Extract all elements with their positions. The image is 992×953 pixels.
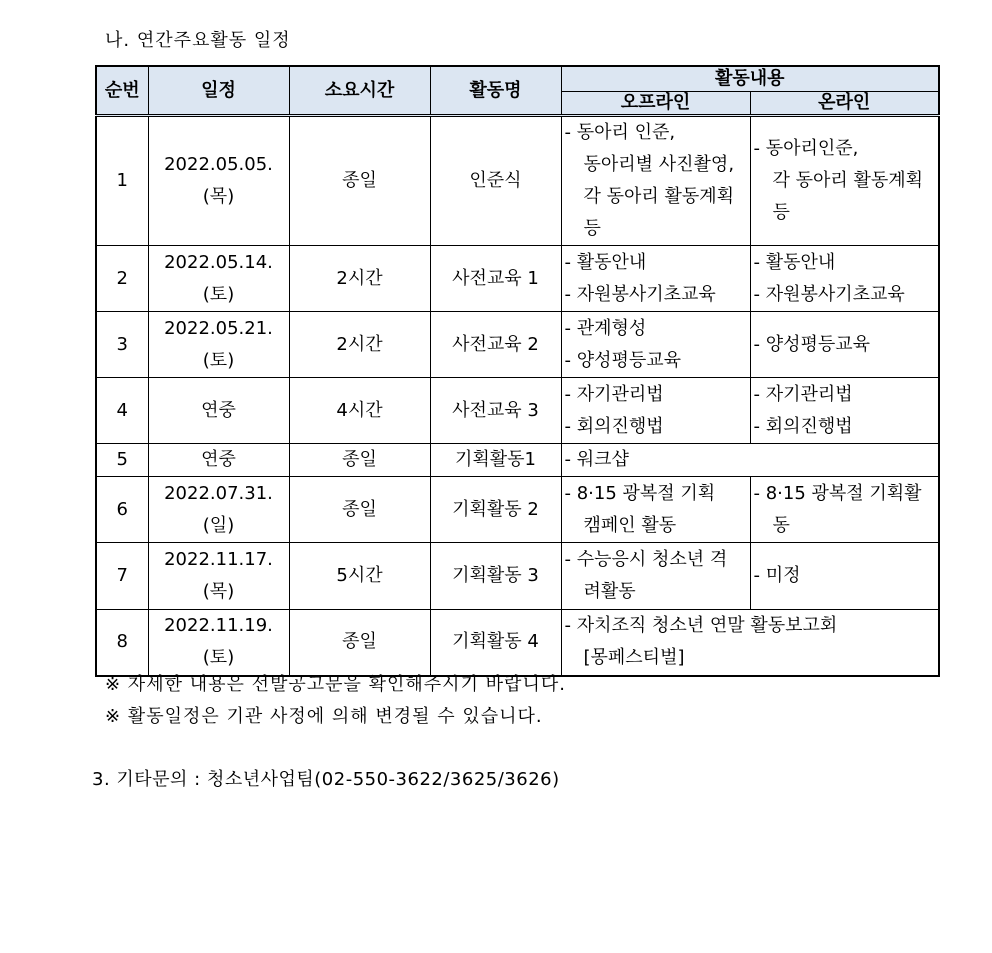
header-online: 온라인 [750, 92, 939, 116]
header-row [96, 66, 939, 92]
content-line: - 활동안내 [564, 251, 647, 273]
row-no: 4 [96, 378, 148, 444]
row-duration: 4시간 [289, 378, 430, 444]
row-online [750, 246, 939, 312]
row-online [750, 477, 939, 543]
row-no: 8 [96, 610, 148, 676]
contact-info: 3. 기타문의 : 청소년사업팀(02-550-3622/3625/3626) [92, 769, 560, 790]
table-row [96, 378, 939, 444]
row-online [750, 116, 939, 246]
content-line: - 관계형성 [564, 317, 647, 339]
row-name: 사전교육 3 [430, 378, 561, 444]
content-line: - 자원봉사기초교육 [564, 283, 716, 305]
content-line: - 미정 [753, 565, 801, 586]
row-date: 2022.05.14.(토) [148, 246, 289, 312]
content-line: - 8·15 광복절 기획 [564, 482, 716, 504]
content-line: 각 동아리 활동계획 [583, 186, 735, 207]
content-line: 동아리별 사진촬영, [583, 154, 735, 175]
table-row [96, 477, 939, 543]
row-offline [561, 378, 750, 444]
row-date: 2022.11.17.(목) [148, 543, 289, 610]
row-duration: 종일 [289, 444, 430, 477]
content-line: - 자기관리법 [753, 383, 853, 405]
row-content-merged [561, 610, 939, 676]
row-offline [561, 246, 750, 312]
row-name: 기획활동 2 [430, 477, 561, 543]
row-date: 2022.07.31.(일) [148, 477, 289, 543]
row-no: 1 [96, 116, 148, 246]
section-title: 나. 연간주요활동 일정 [105, 30, 291, 51]
row-date: 연중 [148, 444, 289, 477]
content-line: - 회의진행법 [564, 415, 664, 437]
row-no: 7 [96, 543, 148, 610]
note-line: ※ 활동일정은 기관 사정에 의해 변경될 수 있습니다. [105, 706, 543, 727]
content-line: - 양성평등교육 [564, 349, 682, 371]
row-offline [561, 543, 750, 610]
content-line: - 8·15 광복절 기획활 [753, 482, 922, 504]
header-offline: 오프라인 [561, 92, 750, 116]
row-duration: 5시간 [289, 543, 430, 610]
row-offline [561, 312, 750, 378]
row-no: 2 [96, 246, 148, 312]
row-name: 기획활동1 [430, 444, 561, 477]
row-name: 사전교육 1 [430, 246, 561, 312]
content-line: - 활동안내 [753, 251, 836, 273]
content-line: 동 [772, 514, 790, 536]
content-line: - 자치조직 청소년 연말 활동보고회 [564, 615, 838, 637]
content-line: 캠페인 활동 [583, 514, 677, 536]
header-date: 일정 [148, 66, 289, 116]
table-row [96, 444, 939, 477]
table-row [96, 312, 939, 378]
row-duration: 종일 [289, 610, 430, 676]
row-date: 2022.05.21.(토) [148, 312, 289, 378]
table-row [96, 610, 939, 676]
table-row [96, 246, 939, 312]
row-no: 5 [96, 444, 148, 477]
content-line: - 수능응시 청소년 격 [564, 549, 728, 570]
row-date: 연중 [148, 378, 289, 444]
row-duration: 종일 [289, 477, 430, 543]
row-no: 3 [96, 312, 148, 378]
row-offline [561, 477, 750, 543]
header-no: 순번 [96, 66, 148, 116]
content-line: - 동아리인준, [753, 138, 859, 159]
row-name: 사전교육 2 [430, 312, 561, 378]
row-duration: 종일 [289, 116, 430, 246]
row-date: 2022.05.05.(목) [148, 116, 289, 246]
content-line: - 동아리 인준, [564, 122, 676, 143]
header-name: 활동명 [430, 66, 561, 116]
row-name: 인준식 [430, 116, 561, 246]
row-duration: 2시간 [289, 312, 430, 378]
row-name: 기획활동 4 [430, 610, 561, 676]
note-line: ※ 자세한 내용은 선발공고문을 확인해주시기 바랍니다. [105, 674, 566, 695]
row-offline [561, 116, 750, 246]
row-date: 2022.11.19.(토) [148, 610, 289, 676]
row-content-merged [561, 444, 939, 477]
content-line: - 자기관리법 [564, 383, 664, 405]
content-line: - 회의진행법 [753, 415, 853, 437]
content-line: [몽페스티벌] [583, 647, 685, 669]
row-online [750, 543, 939, 610]
content-line: - 워크샵 [564, 449, 629, 470]
content-line: 등 [772, 202, 790, 223]
content-line: - 자원봉사기초교육 [753, 283, 905, 305]
content-line: 등 [583, 218, 601, 239]
header-duration: 소요시간 [289, 66, 430, 116]
row-name: 기획활동 3 [430, 543, 561, 610]
content-line: 각 동아리 활동계획 [772, 170, 924, 191]
table-row [96, 543, 939, 610]
row-duration: 2시간 [289, 246, 430, 312]
annual-schedule-table [95, 65, 940, 677]
table-row [96, 116, 939, 246]
row-online [750, 378, 939, 444]
row-no: 6 [96, 477, 148, 543]
content-line: - 양성평등교육 [753, 333, 871, 355]
content-line: 려활동 [583, 581, 636, 602]
header-content: 활동내용 [561, 66, 939, 92]
row-online [750, 312, 939, 378]
